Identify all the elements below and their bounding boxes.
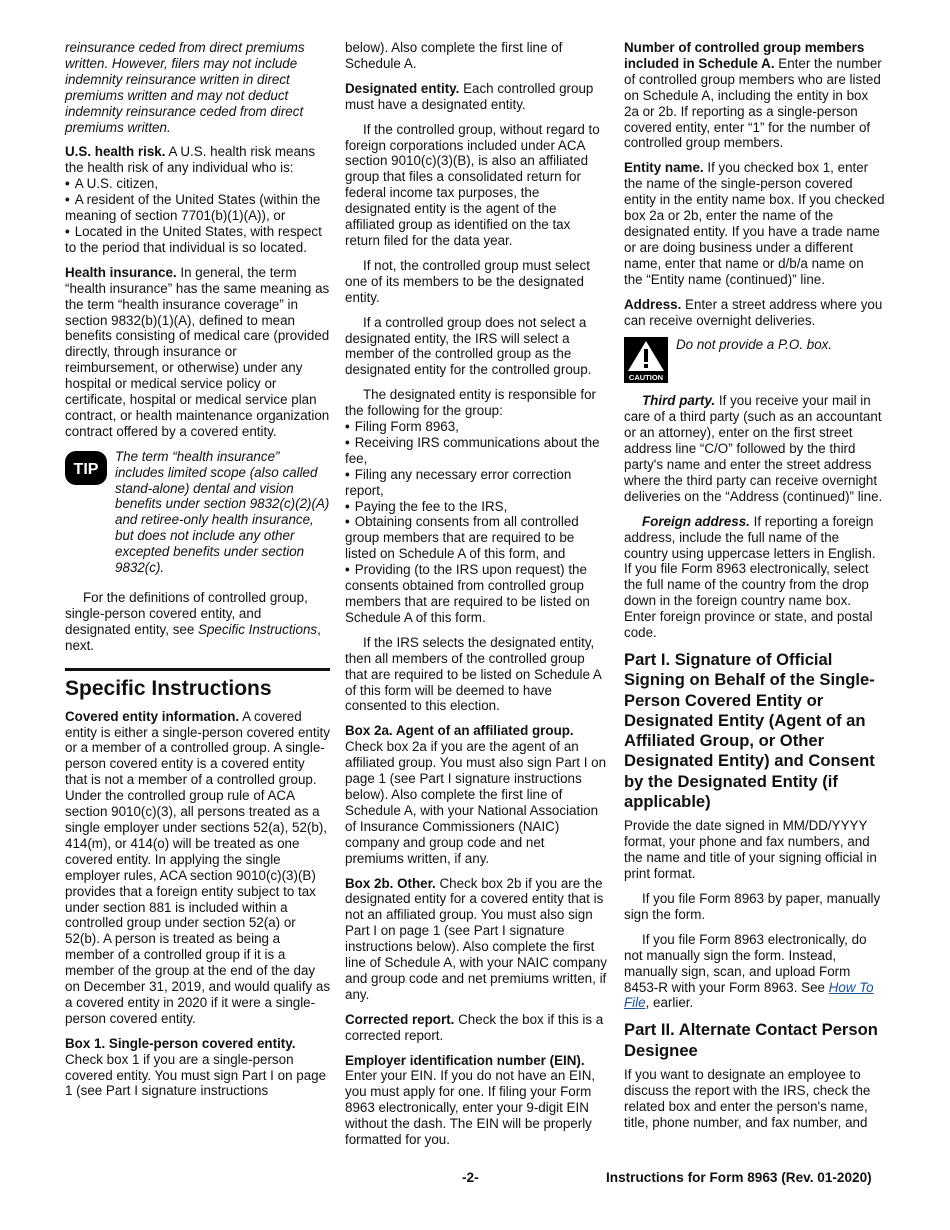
term-box1: Box 1. Single-person covered entity. <box>65 1035 296 1051</box>
list-item: • A U.S. citizen, <box>65 176 330 192</box>
irs-select-paragraph: If a controlled group does not select a designated entity, the IRS will select a member of the controlled group as the designated entity for the controlled group. <box>345 314 592 378</box>
third-party-paragraph: Third party. If you receive your mail in care of a third party (such as an accountant or an attorney), enter on the first street address line “C/O” followed by the third party's name and enter the street address where the third party can receive overnight deliveries on the “Address (continued)” line. <box>624 393 883 504</box>
covered-entity-paragraph: Covered entity information. A covered entity is either a single-person covered entity or a member of a controlled group. A single-person covered entity is a covered entity that is not a member of a controlled group. Under the controlled group rule of ACA section 9010(c)(3), all persons treated as a single employer under sections 52(a), 52(b), 414(m), or 414(o) will be treated as one covered entity. In applying the single employer rules, ACA section 9010(c)(3)(B) provides that a foreign entity subject to tax under section 881 is included within a controlled group under section 52(a) or 52(b). A person is treated as being a member of a controlled group if it is a member of the group at the end of the day on December 31, 2019, and would qualify as a covered entity in 2020 if it were a single-person covered entity. <box>65 708 331 1026</box>
us-health-risk-list <box>65 176 330 256</box>
column-1 <box>65 40 330 1108</box>
column-3 <box>624 40 886 1140</box>
specific-instructions-heading: Specific Instructions <box>65 668 330 701</box>
tip-label: TIP <box>73 460 99 478</box>
electronic-filing-paragraph: If you file Form 8963 electronically, do not manually sign the form. Instead, manually sign, scan, and upload Form 8453-R with your Form 8963. See How To File, earlier. <box>624 931 874 1011</box>
column-2 <box>345 40 607 1157</box>
term-designated-entity: Designated entity. <box>345 80 460 96</box>
term-box2a: Box 2a. Agent of an affiliated group. <box>345 723 574 739</box>
caution-label: CAUTION <box>628 373 664 383</box>
paragraph-reinsurance: reinsurance ceded from direct premiums written. However, filers may not include indemnity reinsurance written in direct premiums written and may not deduct indemnity reinsurance ceded from direct premiums written. <box>65 40 305 135</box>
term-entity-name: Entity name. <box>624 160 704 176</box>
term-address: Address. <box>624 296 682 312</box>
list-item: • Located in the United States, with respect to the period that individual is so located. <box>65 224 330 256</box>
caution-text: Do not provide a P.O. box. <box>676 337 833 353</box>
term-controlled-group-members: Number of controlled group members included in Schedule A. <box>624 40 865 71</box>
term-third-party: Third party. <box>642 393 716 409</box>
paragraph-continued: below). Also complete the first line of Schedule A. <box>345 40 563 71</box>
irs-selects-paragraph: If the IRS selects the designated entity, then all members of the controlled group that are required to be listed on Schedule A of this form will be deemed to have consented to this election. <box>345 634 602 714</box>
definitions-paragraph: For the definitions of controlled group, single-person covered entity, and designated entity, see Specific Instructions, next. <box>65 590 321 653</box>
entity-name-paragraph: Entity name. If you checked box 1, enter the name of the single-person covered entity in the entity name box. If you checked box 2a or 2b, enter the name of the designated entity. If you have a trade name or are doing business under a different name, enter that name or d/b/a name on the “Entity name (continued)” line. <box>624 160 885 287</box>
list-item: • Paying the fee to the IRS, <box>345 499 607 515</box>
term-us-health-risk: U.S. health risk. <box>65 144 166 160</box>
part2-paragraph: If you want to designate an employee to discuss the report with the IRS, check the related box and enter the person's name, title, phone number, and fax number, and <box>624 1066 871 1130</box>
term-health-insurance: Health insurance. <box>65 264 177 280</box>
box2b-paragraph: Box 2b. Other. Check box 2b if you are the designated entity for a covered entity that is not an affiliated group. You must also sign Part I on page 1 (see Part I signature instructions below). Also complete the first line of Schedule A, with your NAIC company and group code and net premiums written, if any. <box>345 875 607 1002</box>
controlled-group-members-paragraph: Number of controlled group members included in Schedule A. Enter the number of controlled group members who are listed on Schedule A, including the entity in box 2a or 2b. If reporting as a single-person covered entity, enter “1” for the number of controlled group members. <box>624 40 882 151</box>
controlled-group-paragraph: If the controlled group, without regard to foreign corporations included under ACA section 9010(c)(3)(B), is also an affiliated group that files a consolidated return for federal income tax purposes, the designated entity is the agent of the affiliated group as identified on the tax return filed for the data year. <box>345 121 600 248</box>
box2a-paragraph: Box 2a. Agent of an affiliated group. Check box 2a if you are the agent of an affiliated group. You must also sign Part I on page 1 (see Part I signature instructions below). Also complete the first line of Schedule A, with your National Association of Insurance Commissioners (NAIC) company and group code and net premiums written, if any. <box>345 723 607 866</box>
list-item: • Providing (to the IRS upon request) the consents obtained from controlled group members that are required to be listed on Schedule A of this form. <box>345 562 607 626</box>
term-box2b: Box 2b. Other. <box>345 875 436 891</box>
address-paragraph: Address. Enter a street address where you can receive overnight deliveries. <box>624 296 883 328</box>
us-health-risk-paragraph: U.S. health risk. A U.S. health risk means the health risk of any individual who is: <box>65 144 316 176</box>
list-item: • Filing any necessary error correction report, <box>345 467 607 499</box>
term-ein: Employer identification number (EIN). <box>345 1052 585 1068</box>
tip-box <box>65 449 330 586</box>
tip-icon <box>65 449 109 487</box>
list-item: • A resident of the United States (within the meaning of section 7701(b)(1)(A)), or <box>65 192 330 224</box>
designated-entity-paragraph: Designated entity. Each controlled group must have a designated entity. <box>345 80 594 112</box>
how-to-file-link[interactable]: How To File <box>624 979 874 1011</box>
footer-title: Instructions for Form 8963 (Rev. 01-2020) <box>606 1170 872 1185</box>
caution-box <box>624 337 886 383</box>
caution-icon <box>624 337 668 383</box>
box1-paragraph: Box 1. Single-person covered entity. Check box 1 if you are a single-person covered entity. You must sign Part I on page 1 (see Part I signature instructions <box>65 1035 327 1099</box>
paper-filing-paragraph: If you file Form 8963 by paper, manually sign the form. <box>624 891 881 922</box>
page-number: -2- <box>462 1170 479 1185</box>
health-insurance-paragraph: Health insurance. In general, the term “health insurance” has the same meaning as the term “health insurance coverage” in section 9832(b)(1)(A), defined to mean benefits consisting of medical care (provided directly, through insurance or reimbursement, or otherwise) under any hospital or medical service policy or certificate, hospital or medical service plan contract, or health maintenance organization contract offered by a covered entity. <box>65 264 330 439</box>
term-corrected-report: Corrected report. <box>345 1011 455 1027</box>
list-item: • Receiving IRS communications about the fee, <box>345 435 607 467</box>
foreign-address-paragraph: Foreign address. If reporting a foreign address, include the full name of the country using uppercase letters in English. If you file Form 8963 electronically, select the full name of the country from the drop down in the foreign country name box. Enter foreign province or state, and postal code. <box>624 513 876 641</box>
responsibilities-paragraph: The designated entity is responsible for the following for the group: <box>345 387 596 419</box>
responsibilities-list <box>345 419 607 626</box>
ein-paragraph: Employer identification number (EIN). Enter your EIN. If you do not have an EIN, you must apply for one. If filing your Form 8963 electronically, enter your 9-digit EIN without the dash. The EIN will be properly formatted for you. <box>345 1052 596 1148</box>
tip-text: The term “health insurance” includes limited scope (also called stand-alone) dental and vision benefits under section 9832(c)(2)(A) and retiree-only health insurance, but does not include any other excepted benefits under section 9832(c). <box>115 448 330 576</box>
specific-instructions-reference: Specific Instructions <box>198 621 318 637</box>
term-covered-entity: Covered entity information. <box>65 708 240 724</box>
list-item: • Obtaining consents from all controlled group members that are required to be listed on Schedule A of this form, and <box>345 514 607 562</box>
corrected-report-paragraph: Corrected report. Check the box if this is a corrected report. <box>345 1011 604 1043</box>
part2-heading: Part II. Alternate Contact Person Designee <box>624 1020 878 1060</box>
term-foreign-address: Foreign address. <box>642 513 750 529</box>
part1-heading: Part I. Signature of Official Signing on Behalf of the Single-Person Covered Entity or Designated Entity (Agent of an Affiliated Group, or Other Designated Entity) and Consent by the Designated Entity (if applicable) <box>624 650 875 812</box>
if-not-paragraph: If not, the controlled group must select one of its members to be the designated entity. <box>345 257 591 305</box>
list-item: • Filing Form 8963, <box>345 419 607 435</box>
part1-paragraph: Provide the date signed in MM/DD/YYYY format, your phone and fax numbers, and the name and title of your signing official in print format. <box>624 818 877 882</box>
